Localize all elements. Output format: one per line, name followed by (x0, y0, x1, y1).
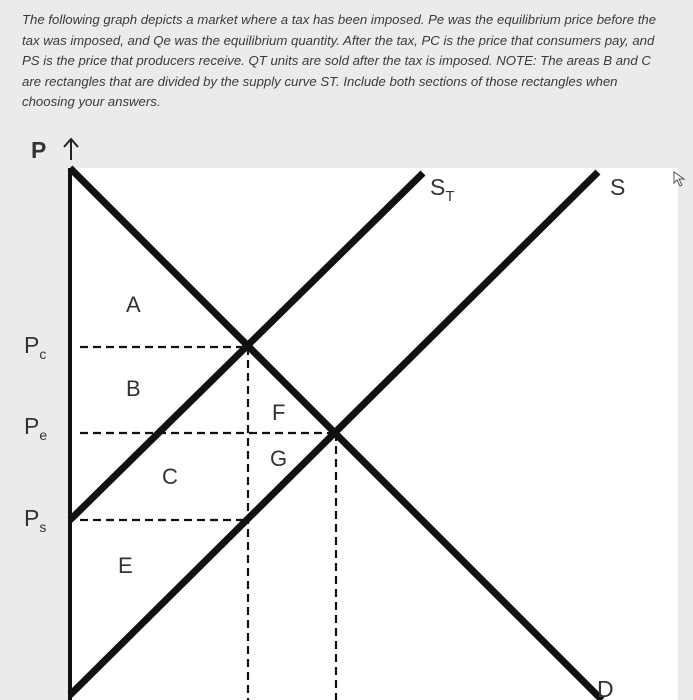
area-e-label: E (118, 553, 133, 578)
area-g-label: G (270, 446, 288, 471)
d-curve-label: D (597, 676, 614, 700)
pointer-cursor-icon (673, 171, 687, 187)
price-axis-label: P (31, 137, 47, 163)
axis-arrow-icon (64, 139, 78, 160)
area-b-label: B (126, 376, 141, 401)
pc-label: $P_c$ (24, 332, 47, 362)
question-text: The following graph depicts a market where a tax has been imposed. Pe was the equilibrium price before the tax was imposed, and Qe was the equilibrium quantity. After the tax, PC is the price that consumers pay, and PS is the price that producers receive. QT units are sold after the tax is imposed. NOTE: The areas B and C are rectangles that are divided by the supply curve ST. Include both sections of those rectangles when choosing your answers. (22, 12, 657, 110)
ps-label: $P_s$ (24, 505, 47, 535)
area-a-label: A (126, 292, 141, 317)
area-c-label: C (162, 464, 178, 489)
st-curve-label: $S_T$ (430, 174, 455, 205)
area-f-label: F (272, 400, 286, 425)
pe-label: $P_e$ (24, 413, 48, 443)
s-curve-label: S (610, 174, 626, 200)
